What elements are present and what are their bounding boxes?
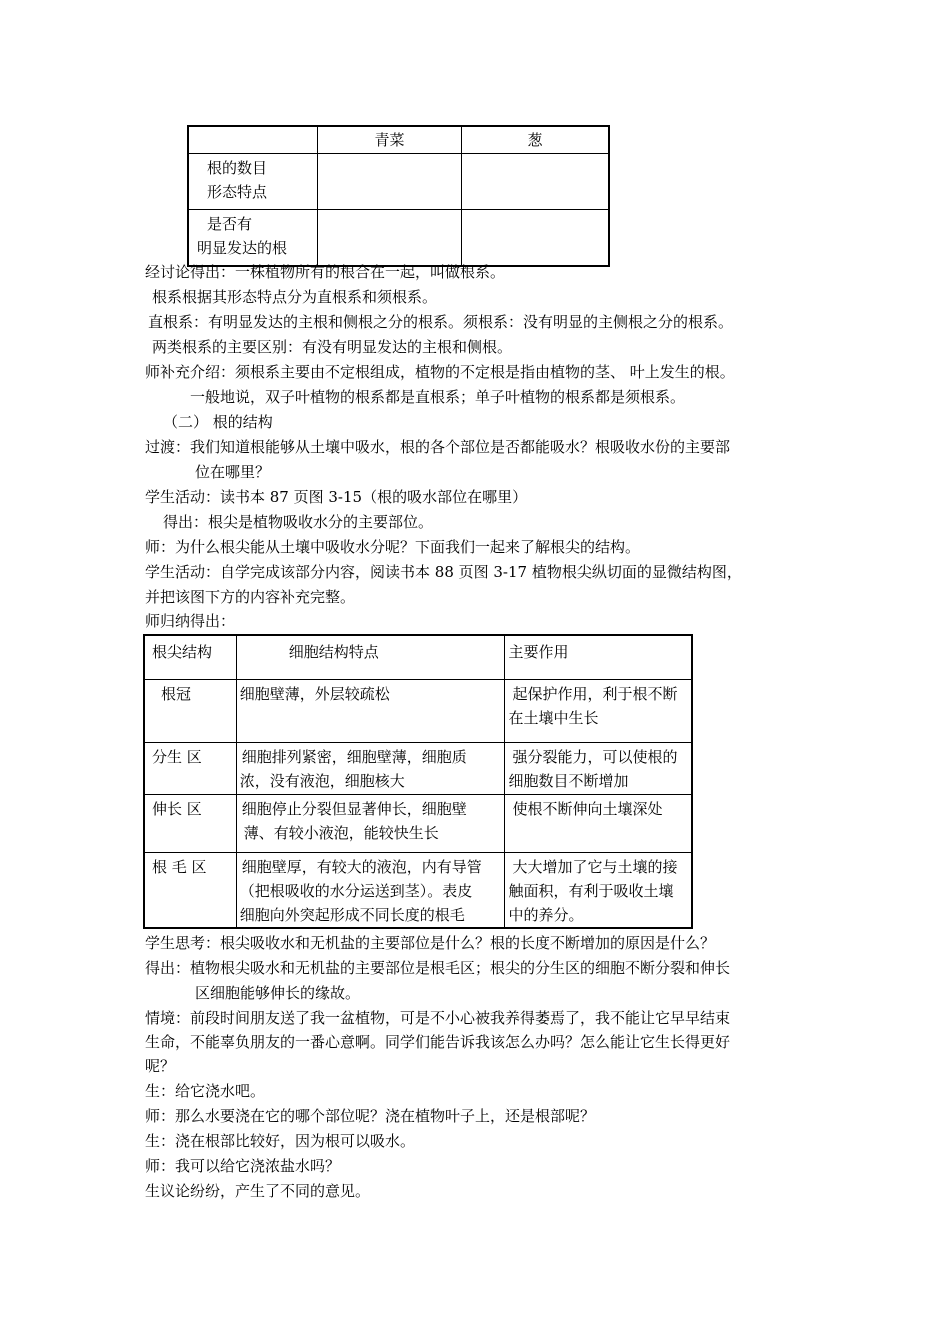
table-cell-feature bbox=[236, 742, 505, 794]
table-row bbox=[144, 852, 692, 928]
paragraph: 师补充介绍：须根系主要由不定根组成，植物的不定根是指由植物的茎、 叶上发生的根。 bbox=[145, 363, 735, 381]
table-row bbox=[144, 794, 692, 852]
table-header-cell: 青菜 bbox=[318, 126, 462, 154]
table-cell bbox=[462, 210, 610, 267]
cell-line: 使根不断伸向土壤深处 bbox=[512, 799, 663, 818]
table-header-cell: 主要作用 bbox=[505, 635, 692, 679]
table-cell-feature bbox=[236, 679, 505, 742]
cell-line: 起保护作用，利于根不断 bbox=[512, 684, 678, 703]
row-label bbox=[188, 154, 318, 210]
cell-line: （把根吸收的水分运送到茎）。表皮 bbox=[239, 881, 473, 900]
paragraph: 师：那么水要浇在它的哪个部位呢？浇在植物叶子上，还是根部呢？ bbox=[145, 1107, 596, 1125]
paragraph: 区细胞能够伸长的缘故。 bbox=[195, 984, 361, 1002]
cell-line: 触面积，有利于吸收土壤 bbox=[508, 881, 674, 900]
table-cell-part: 分生 区 bbox=[144, 742, 236, 794]
cell-line: 在土壤中生长 bbox=[508, 708, 599, 727]
paragraph: 师：我可以给它浇浓盐水吗？ bbox=[145, 1157, 341, 1175]
row-label-line: 形态特点 bbox=[207, 183, 268, 201]
cell-line: 大大增加了它与土壤的接 bbox=[512, 857, 678, 876]
cell-line: 细胞壁薄，外层较疏松 bbox=[239, 684, 390, 703]
paragraph: 师归纳得出： bbox=[145, 612, 236, 630]
section-heading: （二） 根的结构 bbox=[163, 413, 273, 431]
table-cell bbox=[318, 154, 462, 210]
paragraph: 生：给它浇水吧。 bbox=[145, 1082, 266, 1100]
paragraph: 一般地说，双子叶植物的根系都是直根系；单子叶植物的根系都是须根系。 bbox=[190, 388, 686, 406]
paragraph: 学生活动：读书本 87 页图 3-15（根的吸水部位在哪里） bbox=[145, 488, 528, 506]
paragraph: 直根系：有明显发达的主根和侧根之分的根系。须根系：没有明显的主侧根之分的根系。 bbox=[148, 313, 734, 331]
paragraph: 学生思考：根尖吸收水和无机盐的主要部位是什么？根的长度不断增加的原因是什么？ bbox=[145, 934, 716, 952]
paragraph: 生：浇在根部比较好，因为根可以吸水。 bbox=[145, 1132, 416, 1150]
paragraph: 情境：前段时间朋友送了我一盆植物，可是不小心被我养得萎焉了，我不能让它早早结束 bbox=[145, 1009, 731, 1027]
table-header-cell bbox=[188, 126, 318, 154]
cell-line: 细胞数目不断增加 bbox=[508, 771, 629, 790]
table-row bbox=[144, 742, 692, 794]
table-cell-role bbox=[505, 794, 692, 852]
row-label-line: 明显发达的根 bbox=[197, 239, 288, 257]
cell-line: 细胞向外突起形成不同长度的根毛 bbox=[239, 905, 465, 924]
cell-line: 细胞壁厚，有较大的液泡，内有导管 bbox=[241, 857, 482, 876]
paragraph: 得出：根尖是植物吸收水分的主要部位。 bbox=[163, 513, 434, 531]
paragraph: 生命，不能辜负朋友的一番心意啊。同学们能告诉我该怎么办吗？怎么能让它生长得更好 bbox=[145, 1033, 731, 1051]
paragraph: 师：为什么根尖能从土壤中吸收水分呢？下面我们一起来了解根尖的结构。 bbox=[145, 538, 641, 556]
table-cell-role bbox=[505, 679, 692, 742]
table-cell-part: 根冠 bbox=[144, 679, 236, 742]
table-cell-feature bbox=[236, 852, 505, 928]
row-label-line: 根的数目 bbox=[207, 159, 268, 177]
paragraph: 学生活动：自学完成该部分内容，阅读书本 88 页图 3-17 植物根尖纵切面的显微结构图， bbox=[145, 563, 742, 581]
comparison-table bbox=[187, 125, 610, 267]
paragraph: 根系根据其形态特点分为直根系和须根系。 bbox=[152, 288, 438, 306]
table-header-cell: 葱 bbox=[462, 126, 610, 154]
table-cell-part: 伸长 区 bbox=[144, 794, 236, 852]
cell-line: 细胞停止分裂但显著伸长，细胞壁 bbox=[241, 799, 467, 818]
table-row bbox=[188, 154, 609, 210]
paragraph: 生议论纷纷，产生了不同的意见。 bbox=[145, 1182, 371, 1200]
table-cell bbox=[318, 210, 462, 267]
cell-line: 细胞排列紧密，细胞壁薄，细胞质 bbox=[241, 747, 467, 766]
paragraph: 过渡：我们知道根能够从土壤中吸水，根的各个部位是否都能吸水？根吸收水份的主要部 bbox=[145, 438, 731, 456]
row-label bbox=[188, 210, 318, 267]
root-tip-structure-table bbox=[143, 634, 693, 929]
cell-line: 浓，没有液泡，细胞核大 bbox=[239, 771, 405, 790]
row-label-line: 是否有 bbox=[207, 215, 253, 233]
table-cell-role bbox=[505, 742, 692, 794]
table-row bbox=[188, 210, 609, 267]
cell-line: 中的养分。 bbox=[508, 905, 584, 924]
table-header-cell: 根尖结构 bbox=[144, 635, 236, 679]
table-row bbox=[144, 679, 692, 742]
table-cell-role bbox=[505, 852, 692, 928]
paragraph: 并把该图下方的内容补充完整。 bbox=[145, 588, 356, 606]
table-cell-feature bbox=[236, 794, 505, 852]
table-header-row bbox=[188, 126, 609, 154]
paragraph: 呢？ bbox=[145, 1057, 176, 1075]
cell-line: 强分裂能力，可以使根的 bbox=[512, 747, 678, 766]
paragraph: 得出：植物根尖吸水和无机盐的主要部位是根毛区；根尖的分生区的细胞不断分裂和伸长 bbox=[145, 959, 731, 977]
table-cell-part: 根 毛 区 bbox=[144, 852, 236, 928]
paragraph: 经讨论得出：一株植物所有的根合在一起，叫做根系。 bbox=[145, 263, 506, 281]
cell-line: 薄、有较小液泡，能较快生长 bbox=[243, 823, 439, 842]
paragraph: 两类根系的主要区别：有没有明显发达的主根和侧根。 bbox=[152, 338, 513, 356]
paragraph: 位在哪里？ bbox=[195, 463, 271, 481]
table-header-cell: 细胞结构特点 bbox=[236, 635, 505, 679]
table-cell bbox=[462, 154, 610, 210]
table-header-row bbox=[144, 635, 692, 679]
